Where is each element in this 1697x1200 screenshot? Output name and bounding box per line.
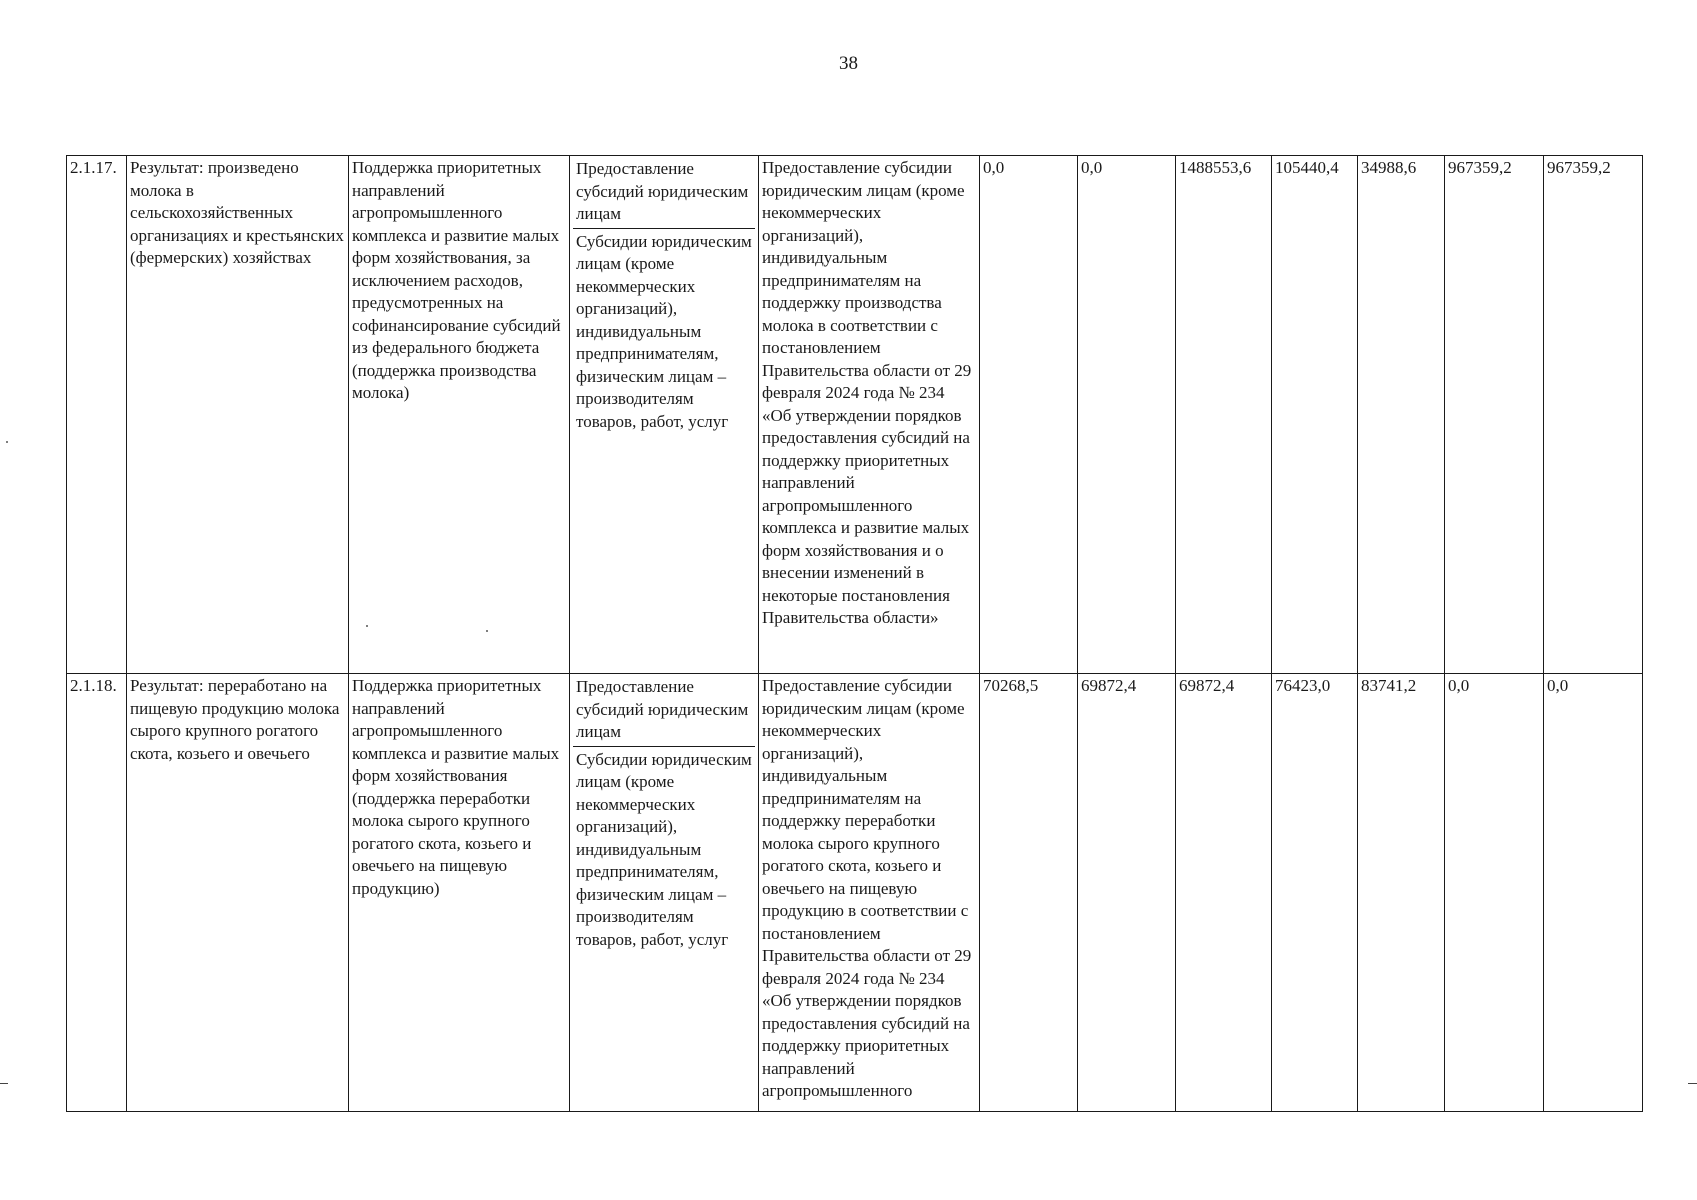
value-cell: 70268,5 — [980, 674, 1078, 1112]
description-cell: Предоставление субсидии юридическим лицам (кроме некоммерческих организаций), индивидуальным предпринимателям на поддержку производства молока в соответствии с постановлением Правительства области от 29 февраля 2024 года № 234 «Об утверждении порядков предоставления субсидий на поддержку приоритетных направлений агропромышленного комплекса и развитие малых форм хозяйствования и о внесении изменений в некоторые постановления Правительства области» — [759, 156, 980, 674]
table-row — [67, 674, 1643, 1112]
scan-speck — [6, 441, 8, 443]
value-cell: 0,0 — [1078, 156, 1176, 674]
value-cell: 34988,6 — [1358, 156, 1445, 674]
expense-type-top: Предоставление субсидий юридическим лицам — [573, 675, 755, 747]
expense-type-cell — [570, 674, 759, 1112]
result-cell: Результат: произведено молока в сельскохозяйственных организациях и крестьянских (фермерских) хозяйствах — [127, 156, 349, 674]
value-cell: 69872,4 — [1176, 674, 1272, 1112]
direction-cell: Поддержка приоритетных направлений агропромышленного комплекса и развитие малых форм хозяйствования, за исключением расходов, предусмотренных на софинансирование субсидий из федерального бюджета (поддержка производства молока) — [349, 156, 570, 674]
value-cell: 0,0 — [1544, 674, 1643, 1112]
direction-cell: Поддержка приоритетных направлений агропромышленного комплекса и развитие малых форм хозяйствования (поддержка переработки молока сырого крупного рогатого скота, козьего и овечьего на пищевую продукцию) — [349, 674, 570, 1112]
value-cell: 105440,4 — [1272, 156, 1358, 674]
value-cell: 76423,0 — [1272, 674, 1358, 1112]
value-cell: 69872,4 — [1078, 674, 1176, 1112]
value-cell: 967359,2 — [1445, 156, 1544, 674]
scan-edge-mark — [1688, 1083, 1697, 1084]
scan-edge-mark — [0, 1083, 8, 1084]
value-cell: 1488553,6 — [1176, 156, 1272, 674]
budget-table — [66, 155, 1643, 1112]
table-row — [67, 156, 1643, 674]
row-code: 2.1.18. — [67, 674, 127, 1112]
expense-type-cell — [570, 156, 759, 674]
row-code: 2.1.17. — [67, 156, 127, 674]
value-cell: 83741,2 — [1358, 674, 1445, 1112]
expense-type-bottom: Субсидии юридическим лицам (кроме некоммерческих организаций), индивидуальным предпринимателям, физическим лицам – производителям товаров, работ, услуг — [576, 749, 752, 949]
result-cell: Результат: переработано на пищевую продукцию молока сырого крупного рогатого скота, козьего и овечьего — [127, 674, 349, 1112]
value-cell: 967359,2 — [1544, 156, 1643, 674]
value-cell: 0,0 — [980, 156, 1078, 674]
scan-speck — [486, 630, 488, 632]
description-cell: Предоставление субсидии юридическим лицам (кроме некоммерческих организаций), индивидуальным предпринимателям на поддержку переработки молока сырого крупного рогатого скота, козьего и овечьего на пищевую продукцию в соответствии с постановлением Правительства области от 29 февраля 2024 года № 234 «Об утверждении порядков предоставления субсидий на поддержку приоритетных направлений агропромышленного — [759, 674, 980, 1112]
expense-type-top: Предоставление субсидий юридическим лицам — [573, 157, 755, 229]
scan-speck — [366, 625, 368, 627]
expense-type-bottom: Субсидии юридическим лицам (кроме некоммерческих организаций), индивидуальным предпринимателям, физическим лицам – производителям товаров, работ, услуг — [576, 231, 752, 431]
page-number: 38 — [839, 53, 858, 74]
value-cell: 0,0 — [1445, 674, 1544, 1112]
